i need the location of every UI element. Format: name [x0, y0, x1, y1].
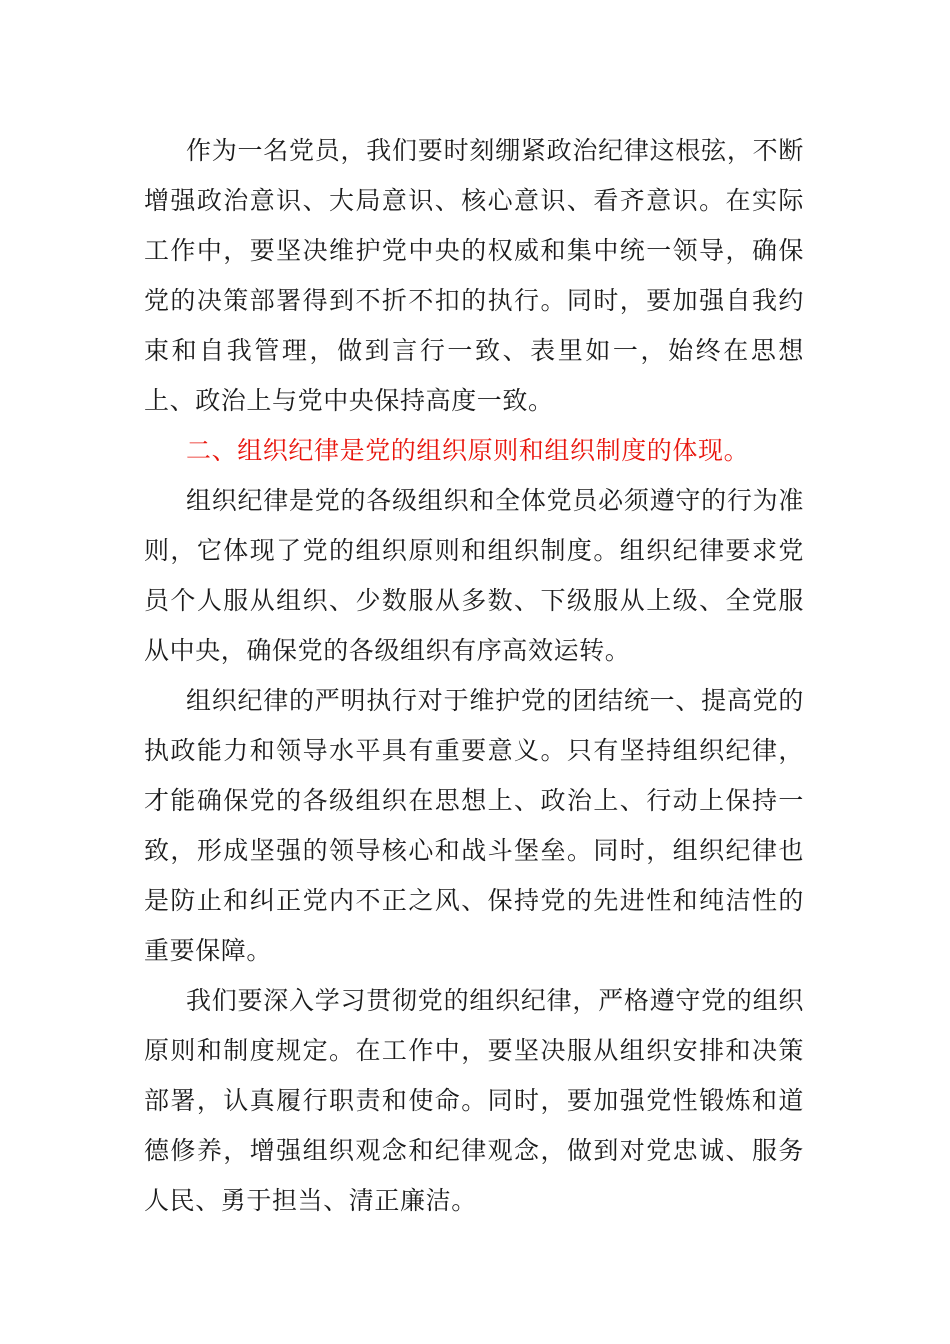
body-paragraph-organizational-discipline-significance: 组织纪律的严明执行对于维护党的团结统一、提高党的执政能力和领导水平具有重要意义。只有坚持组织纪律，才能确保党的各级组织在思想上、政治上、行动上保持一致，形成坚强的领导核心和战斗堡垒。同时，组织纪律也是防止和纠正党内不正之风、保持党的先进性和纯洁性的重要保障。 [144, 686, 804, 965]
section-heading-organizational-discipline: 二、组织纪律是党的组织原则和组织制度的体现。 [186, 436, 750, 465]
body-paragraph-organizational-discipline-definition: 组织纪律是党的各级组织和全体党员必须遵守的行为准则，它体现了党的组织原则和组织制度。组织纪律要求党员个人服从组织、少数服从多数、下级服从上级、全党服从中央，确保党的各级组织有序高效运转。 [144, 486, 804, 665]
body-paragraph-organizational-discipline-practice: 我们要深入学习贯彻党的组织纪律，严格遵守党的组织原则和制度规定。在工作中，要坚决服从组织安排和决策部署，认真履行职责和使命。同时，要加强党性锻炼和道德修养，增强组织观念和纪律观念，做到对党忠诚、服务人民、勇于担当、清正廉洁。 [144, 986, 804, 1215]
document-body [144, 126, 804, 1226]
body-paragraph-political-discipline: 作为一名党员，我们要时刻绷紧政治纪律这根弦，不断增强政治意识、大局意识、核心意识、看齐意识。在实际工作中，要坚决维护党中央的权威和集中统一领导，确保党的决策部署得到不折不扣的执行。同时，要加强自我约束和自我管理，做到言行一致、表里如一，始终在思想上、政治上与党中央保持高度一致。 [144, 136, 804, 415]
